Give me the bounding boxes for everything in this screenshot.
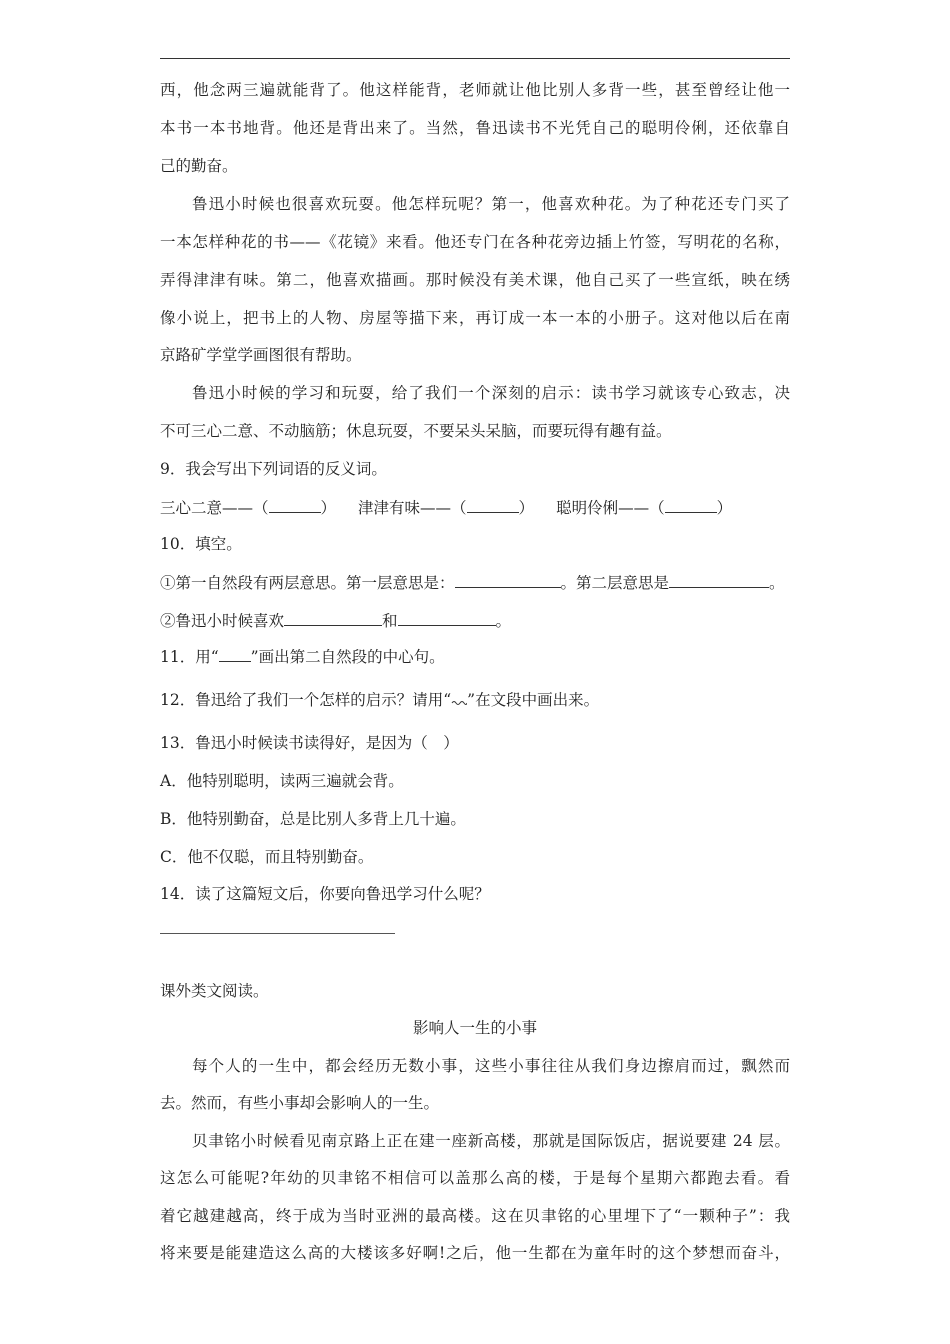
article-line: 贝聿铭小时候看见南京路上正在建一座新高楼，那就是国际饭店，据说要建 24 层。 xyxy=(192,1132,790,1150)
q10-text: ①第一自然段有两层意思。第一层意思是： xyxy=(160,574,455,592)
q13-option-b[interactable]: B．他特别勤奋，总是比别人多背上几十遍。 xyxy=(160,810,466,828)
article-line: 去。然而，有些小事却会影响人的一生。 xyxy=(160,1094,440,1112)
q11-text: 11．用“ xyxy=(160,648,219,666)
question-10-line-1 xyxy=(160,572,790,593)
q10-text: ②鲁迅小时候喜欢 xyxy=(160,612,285,630)
wavy-underline-icon xyxy=(451,695,467,705)
q10-text: 。第二层意思是 xyxy=(560,574,670,592)
q10-text: 和 xyxy=(382,612,398,630)
q12-text: 12．鲁迅给了我们一个怎样的启示？请用“ xyxy=(160,691,452,709)
passage-line: 弄得津津有味。第二，他喜欢描画。那时候没有美术课，他自己买了一些宣纸，映在绣 xyxy=(160,271,790,289)
passage-line: 己的勤奋。 xyxy=(160,157,238,175)
passage-line: 鲁迅小时候也很喜欢玩耍。他怎样玩呢？第一，他喜欢种花。为了种花还专门买了 xyxy=(192,195,790,213)
q9-item-2-close: ） xyxy=(518,499,535,517)
q10-blank-2[interactable] xyxy=(669,572,769,588)
question-9-items xyxy=(160,497,790,518)
q13-option-a[interactable]: A．他特别聪明，读两三遍就会背。 xyxy=(160,772,404,790)
q10-blank-3[interactable] xyxy=(284,610,382,626)
question-12 xyxy=(160,690,790,710)
passage-line: 西，他念两三遍就能背了。他这样能背，老师就让他比别人多背一些，甚至曾经让他一 xyxy=(160,81,790,99)
section-2-heading: 课外类文阅读。 xyxy=(160,982,269,1000)
q13-option-c[interactable]: C．他不仅聪，而且特别勤奋。 xyxy=(160,848,374,866)
passage-line: 鲁迅小时候的学习和玩耍，给了我们一个深刻的启示：读书学习就该专心致志，决 xyxy=(192,384,790,402)
q10-blank-1[interactable] xyxy=(455,572,561,588)
question-10-line-2 xyxy=(160,610,790,631)
passage-line: 本书一本书地背。他还是背出来了。当然，鲁迅读书不光凭自己的聪明伶俐，还依靠自 xyxy=(160,119,790,137)
question-11 xyxy=(160,646,790,667)
article-title: 影响人一生的小事 xyxy=(412,1019,537,1037)
passage-line: 不可三心二意、不动脑筋；休息玩耍，不要呆头呆脑，而要玩得有趣有益。 xyxy=(160,422,672,440)
question-10-prompt: 10．填空。 xyxy=(160,535,242,553)
q9-answer-blank-1[interactable] xyxy=(269,497,321,513)
q12-text: ”在文段中画出来。 xyxy=(467,691,600,709)
q9-item-1-label: 三心二意——（ xyxy=(160,499,269,517)
q9-item-2-label: 津津有味——（ xyxy=(358,499,467,517)
article-line: 着它越建越高，终于成为当时亚洲的最高楼。这在贝聿铭的心里埋下了“一颗种子”：我 xyxy=(160,1207,790,1225)
passage-line: 京路矿学堂学画图很有帮助。 xyxy=(160,346,362,364)
q9-item-3-close: ） xyxy=(716,499,733,517)
q10-text: 。 xyxy=(495,612,512,630)
q10-blank-4[interactable] xyxy=(398,610,496,626)
q9-answer-blank-3[interactable] xyxy=(665,497,717,513)
article-line: 每个人的一生中，都会经历无数小事，这些小事往往从我们身边擦肩而过，飘然而 xyxy=(192,1057,790,1075)
q9-item-1-close: ） xyxy=(320,499,337,517)
question-9-prompt: 9．我会写出下列词语的反义词。 xyxy=(160,460,387,478)
q9-answer-blank-2[interactable] xyxy=(467,497,519,513)
q11-text: ”画出第二自然段的中心句。 xyxy=(250,648,445,666)
article-line: 这怎么可能呢?年幼的贝聿铭不相信可以盖那么高的楼，于是每个星期六都跑去看。看 xyxy=(160,1169,790,1187)
q14-answer-line[interactable] xyxy=(160,933,395,934)
straight-underline-icon xyxy=(219,646,251,662)
question-13-prompt: 13．鲁迅小时候读书读得好，是因为（ ） xyxy=(160,734,459,752)
passage-line: 一本怎样种花的书——《花镜》来看。他还专门在各种花旁边插上竹签，写明花的名称， xyxy=(160,233,790,251)
q10-text: 。 xyxy=(769,574,785,592)
article-line: 将来要是能建造这么高的大楼该多好啊!之后，他一生都在为童年时的这个梦想而奋斗， xyxy=(160,1244,790,1262)
header-rule xyxy=(160,58,790,59)
question-14-prompt: 14．读了这篇短文后，你要向鲁迅学习什么呢？ xyxy=(160,885,490,903)
q9-item-3-label: 聪明伶俐——（ xyxy=(556,499,665,517)
passage-line: 像小说上，把书上的人物、房屋等描下来，再订成一本一本的小册子。这对他以后在南 xyxy=(160,309,790,327)
